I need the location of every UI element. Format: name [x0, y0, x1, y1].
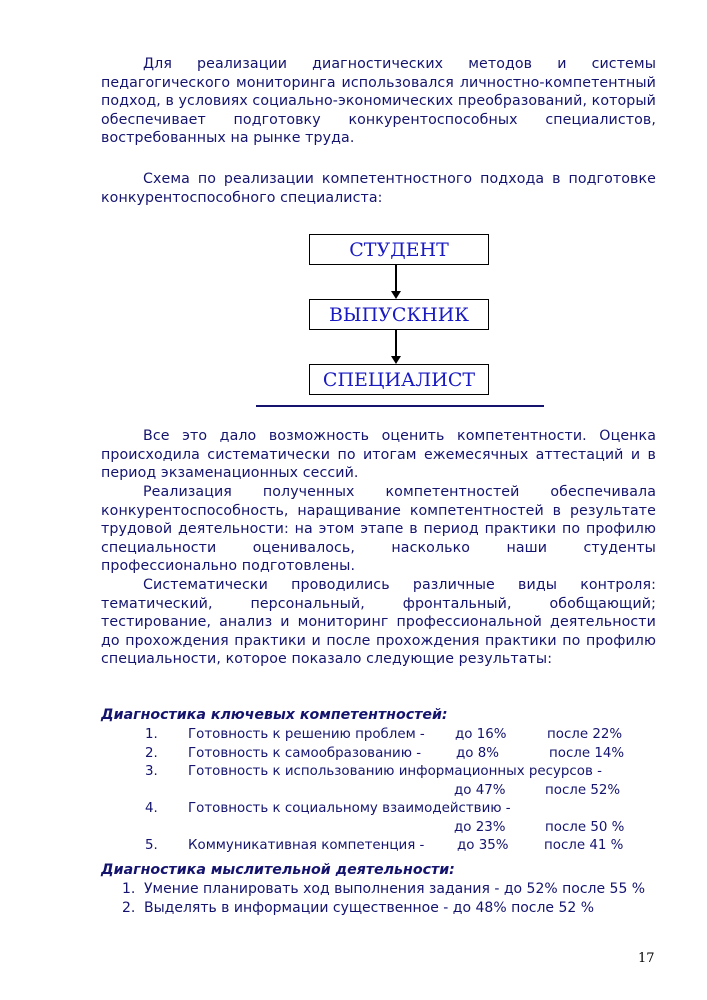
item-number: 5. — [145, 838, 158, 853]
item-number: 2. — [145, 745, 158, 761]
paragraph-assessment: Все это дало возможность оценить компетентности. Оценка происходила систематически по итогам ежемесячных аттестаций и в период экзаменационных сессий. — [101, 428, 656, 482]
thinking-activity-list — [101, 880, 661, 917]
item-after: после 22% — [547, 727, 623, 742]
diagram-arrow-1 — [395, 265, 397, 292]
list-item — [101, 837, 661, 856]
diagram-arrow-2 — [395, 330, 397, 357]
item-after: после 52% — [545, 782, 621, 798]
item-before: до 8% — [456, 745, 499, 761]
item-number: 3. — [145, 764, 158, 779]
item-after: после 41 % — [544, 838, 624, 853]
arrow-down-icon — [391, 291, 401, 299]
item-text: Выделять в информации существенное - до 48% после 52 % — [144, 899, 595, 916]
item-text: Коммуникативная компетенция - — [188, 838, 425, 853]
item-text: Умение планировать ход выполнения задания - до 52% после 55 % — [144, 881, 646, 897]
diagram-box-graduate: ВЫПУСКНИК — [309, 299, 489, 330]
item-after: после 50 % — [545, 819, 625, 835]
list-item — [101, 745, 661, 764]
item-text: Готовность к самообразованию - — [188, 745, 422, 761]
item-number: 2. — [122, 899, 136, 916]
item-number: 4. — [145, 801, 158, 816]
item-text: Готовность к использованию информационных ресурсов - — [188, 764, 602, 779]
item-before: до 16% — [455, 727, 507, 742]
list-item — [101, 726, 661, 745]
section-title-thinking-activity: Диагностика мыслительной деятельности: — [101, 862, 455, 878]
item-after: после 14% — [549, 745, 625, 761]
section-title-key-competencies: Диагностика ключевых компетентностей: — [101, 707, 448, 723]
paragraph-intro: Для реализации диагностических методов и системы педагогического мониторинга использовался личностно-компетентный подход, в условиях социально-экономических преобразований, который обеспечивает подготовку конкурентоспособных специалистов, востребованных на рынке труда. — [101, 56, 656, 147]
paragraph-scheme-intro: Схема по реализации компетентностного подхода в подготовке конкурентоспособного специалиста: — [101, 171, 656, 206]
key-competencies-list — [101, 726, 661, 856]
divider-line — [256, 405, 544, 407]
page-number: 17 — [638, 951, 655, 966]
item-before: до 47% — [454, 782, 506, 798]
diagram-box-specialist: СПЕЦИАЛИСТ — [309, 364, 489, 395]
diagram-box-student: СТУДЕНТ — [309, 234, 489, 265]
item-number: 1. — [122, 881, 136, 897]
paragraph-control: Систематически проводились различные виды контроля: тематический, персональный, фронтальный, обобщающий; тестирование, анализ и мониторинг профессиональной деятельности до прохождения практики и после прохождения практики по профилю специальности, которое показало следующие результаты: — [101, 577, 656, 668]
item-before: до 23% — [454, 819, 506, 835]
list-item — [101, 763, 661, 800]
item-text: Готовность к социальному взаимодействию - — [188, 801, 511, 816]
arrow-down-icon — [391, 356, 401, 364]
item-before: до 35% — [457, 838, 509, 853]
list-item — [101, 899, 661, 918]
item-number: 1. — [145, 727, 158, 742]
paragraph-realization: Реализация полученных компетентностей обеспечивала конкурентоспособность, наращивание компетентностей в результате трудовой деятельности: на этом этапе в период практики по профилю специальности оценивалось, насколько наши студенты профессионально подготовлены. — [101, 484, 656, 575]
list-item — [101, 800, 661, 837]
item-text: Готовность к решению проблем - — [188, 727, 425, 742]
list-item — [101, 880, 661, 899]
